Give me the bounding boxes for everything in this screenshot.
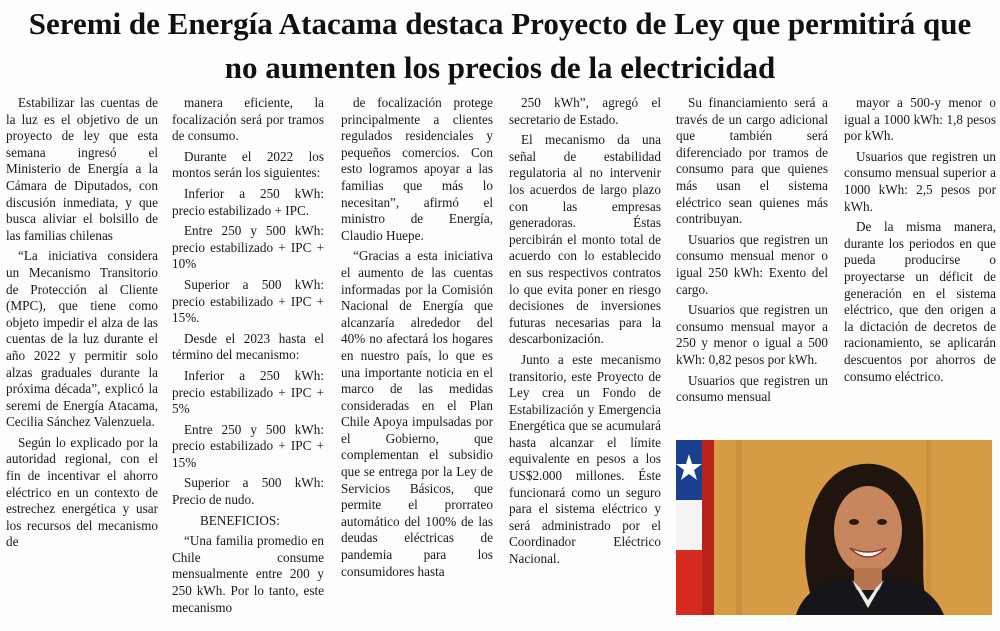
paragraph: de focalización protege principalmente a clientes regulados residenciales y pequeños comercios. Con esto logramos apoyar a las familias que más lo necesitan”, afirmó el ministro de Energía, Claudio Huepe. — [341, 95, 493, 243]
paragraph: Desde el 2023 hasta el término del mecanismo: — [172, 330, 324, 363]
article-column-2 — [172, 95, 324, 631]
article-column-5 — [676, 95, 828, 435]
paragraph: “Gracias a esta iniciativa el aumento de las cuentas informadas por la Comisión Nacional de Energía que alcanzaría alrededor del 40% no afectará los hogares en nuestro país, lo que es una importante noticia en el marco de las medidas consideradas en el Plan Chile Apoya impulsadas por el Gobierno, que complementan el subsidio que se entrega por la Ley de Servicios Básicos, que permite el prorrateo automático del 100% de las deudas eléctricas de pandemia para los consumidores hasta — [341, 248, 493, 579]
article-column-4 — [509, 95, 661, 631]
article-column-3 — [341, 95, 493, 631]
paragraph: mayor a 500-y menor o igual a 1000 kWh: 1,8 pesos por kWh. — [844, 95, 996, 144]
portrait-photo — [676, 440, 992, 615]
paragraph: Entre 250 y 500 kWh: precio estabilizado + IPC + 15% — [172, 421, 324, 470]
paragraph: “La iniciativa considera un Mecanismo Transitorio de Protección al Cliente (MPC), que tiene como objeto impedir el alza de las cuentas de la luz durante el año 2022 y permitir solo alzas graduales durante la próxima década”, explicó la seremi de Energía Atacama, Cecilia Sánchez Valenzuela. — [6, 248, 158, 430]
paragraph: De la misma manera, durante los periodos en que pueda producirse o proyectarse un déficit de generación en el sistema eléctrico, que den origen a la dictación de decretos de racionamiento, se aplicarán descuentos por ahorros de consumo eléctrico. — [844, 219, 996, 384]
paragraph: Estabilizar las cuentas de la luz es el objetivo de un proyecto de ley que esta semana ingresó el Ministerio de Energía a la Cámara de Diputados, con discusión inmediata, y que busca aliviar el bolsillo de las familias chilenas — [6, 95, 158, 243]
paragraph: Superior a 500 kWh: Precio de nudo. — [172, 475, 324, 508]
paragraph: Superior a 500 kWh: precio estabilizado + IPC + 15%. — [172, 276, 324, 326]
paragraph: Durante el 2022 los montos serán los siguientes: — [172, 148, 324, 181]
section-heading: BENEFICIOS: — [200, 512, 280, 528]
paragraph: Inferior a 250 kWh: precio estabilizado + IPC + 5% — [172, 367, 324, 417]
paragraph: manera eficiente, la focalización será por tramos de consumo. — [172, 95, 324, 144]
article-column-6 — [844, 95, 996, 435]
paragraph: Su financiamiento será a través de un cargo adicional que también será diferenciado por tramos de consumo para que quienes más usan el sistema eléctrico sean quienes más contribuyan. — [676, 95, 828, 227]
paragraph: Entre 250 y 500 kWh: precio estabilizado + IPC + 10% — [172, 223, 324, 272]
paragraph: El mecanismo da una señal de estabilidad regulatoria al no intervenir los acuerdos de largo plazo con las empresas generadoras. Éstas percibirán el monto total de acuerdo con lo establecido en sus respectivos contratos lo que evita poner en riesgo decisiones de inversiones futuras necesarias para la descarbonización. — [509, 132, 661, 347]
paragraph: 250 kWh”, agregó el secretario de Estado. — [509, 95, 661, 127]
paragraph: Usuarios que registren un consumo mensual menor o igual 250 kWh: Exento del cargo. — [676, 231, 828, 297]
portrait-illustration — [676, 440, 992, 615]
paragraph: Inferior a 250 kWh: precio estabilizado + IPC. — [172, 185, 324, 218]
article-column-1 — [6, 95, 158, 631]
paragraph: Junto a este mecanismo transitorio, este Proyecto de Ley crea un Fondo de Estabilización y Emergencia Energética que se acumulará hasta alcanzar el límite equivalente en pesos a los US$2.000 millones. Éste funcionará como un seguro para el sistema eléctrico y será administrado por el Coordinador Eléctrico Nacional. — [509, 351, 661, 567]
paragraph: Usuarios que registren un consumo mensual superior a 1000 kWh: 2,5 pesos por kWh. — [844, 148, 996, 214]
paragraph: “Una familia promedio en Chile consume mensualmente entre 200 y 250 kWh. Por lo tanto, este mecanismo — [172, 533, 324, 615]
paragraph: Usuarios que registren un consumo mensual — [676, 372, 828, 405]
article-headline: Seremi de Energía Atacama destaca Proyecto de Ley que permitirá que no aumenten los precios de la electricidad — [28, 6, 972, 85]
paragraph: Usuarios que registren un consumo mensual mayor a 250 y menor o igual a 500 kWh: 0,82 pesos por kWh. — [676, 302, 828, 367]
paragraph: Según lo explicado por la autoridad regional, con el fin de incentivar el ahorro eléctrico en un contexto de estrechez energética y usar los recursos del mecanismo de — [6, 434, 158, 550]
flag — [676, 440, 714, 615]
